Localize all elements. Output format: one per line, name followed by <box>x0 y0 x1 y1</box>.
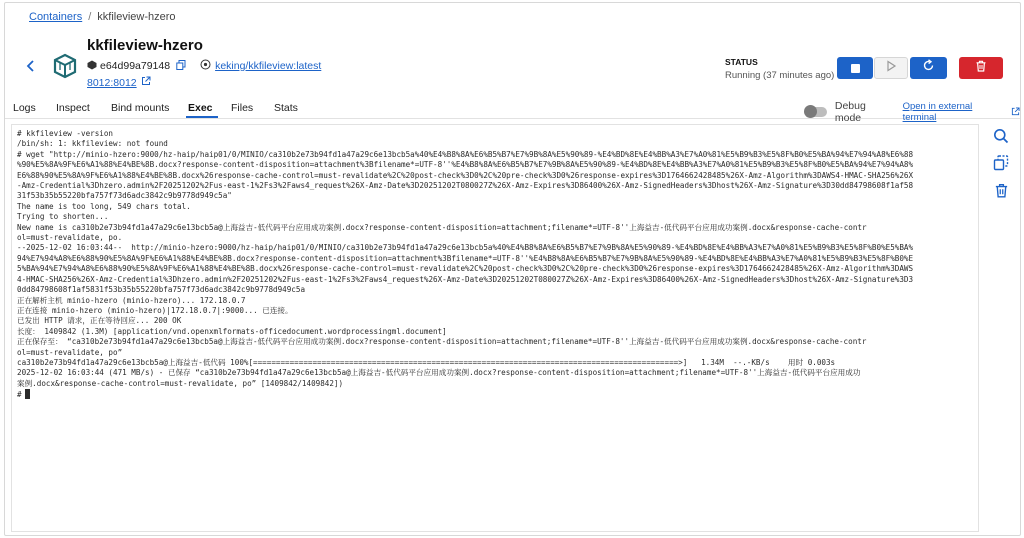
terminal-line: 0dd84798608f1af5831f53b35b55220bfa757f73d6adc3842c9b9778d949c5a <box>17 285 306 295</box>
terminal-line: # wget "http://minio-hzero:9000/hz-haip/haip01/0/MINIO/ca310b2e73b94fd1a47a29c6e13bcb5a%40%E4%B8%8A%E6%B5%B7%E7%9B%8A%E5%90%89-%E4%BD%8E%E4%BB%A3%E7%A0%81%E5%B9%B3%E5%8F%B0%E5%BA%94%E7%94%A8%E6%88 <box>17 149 914 159</box>
terminal-line: 长度： 1409842 (1.3M) [application/vnd.openxmlformats-officedocument.wordprocessingml.document] <box>17 326 447 336</box>
layers-icon <box>200 59 211 73</box>
terminal-line: 31f53b35b55220bfa757f73d6adc3842c9b9778d949c5a" <box>17 191 232 201</box>
debug-mode-toggle[interactable] <box>805 107 827 117</box>
tab-bind-mounts[interactable]: Bind mounts <box>111 102 170 114</box>
terminal-line: 94%E7%94%A8%E6%88%90%E5%8A%9F%E6%A1%88%E4%BE%8B.docx?response-content-disposition=attachment%3Bfilename*=UTF-8''%E4%B8%8A%E6%B5%B7%E7%9B%8A%E5%90%89-%E4%BD%8E%E4%BB%A3%E7%A0%81%E5%B9%B3%E5%8F%B0%E <box>17 253 914 263</box>
container-id: e64d99a79148 <box>100 60 171 72</box>
play-icon <box>885 59 897 77</box>
terminal-line: %90%E5%8A%9F%E6%A1%88%E4%BE%8B.docx?response-content-disposition=attachment%3Bfilename*=UTF-8''%E4%B8%8A%E6%B5%B7%E7%9B%8A%E5%90%89-%E4%BD%8E%E4%BB%A3%E7%A0%81%E5%B9%B3%E5%8F%B0%E5%BA%94%E7%94%A8% <box>17 160 914 170</box>
active-tab-indicator <box>186 116 218 118</box>
terminal-line: 正在连接 minio-hzero (minio-hzero)|172.18.0.7|:9000... 已连接。 <box>17 305 293 315</box>
tab-stats[interactable]: Stats <box>274 102 298 114</box>
terminal-line: 5%BA%94%E7%94%A8%E6%88%90%E5%8A%9F%E6%A1%88%E4%BE%8B.docx%26response-cache-control=must-revalidate%2C%20post-check%3D0%2C%20pre-check%3D0%26response-expires%3D1764662428485%26X-Amz-Algorithm%3DAWS <box>17 264 914 274</box>
container-meta <box>87 59 321 73</box>
external-link-icon[interactable] <box>1011 107 1020 118</box>
trash-icon <box>975 59 987 77</box>
start-button[interactable] <box>874 57 908 79</box>
terminal-tools <box>985 124 1019 532</box>
trash-icon[interactable] <box>991 180 1011 200</box>
open-external-terminal-link[interactable]: Open in external terminal <box>902 101 973 123</box>
tab-bar <box>5 95 1020 124</box>
terminal-line: Trying to shorten... <box>17 212 109 222</box>
breadcrumb <box>29 11 176 23</box>
cube-icon <box>53 53 77 79</box>
copy-icon[interactable] <box>176 60 186 73</box>
terminal-line: ol=must-revalidate, po” <box>17 347 123 357</box>
terminal-line: The name is too long, 549 chars total. <box>17 201 191 211</box>
status-label: STATUS <box>725 57 758 67</box>
copy-output-icon[interactable] <box>991 153 1011 173</box>
breadcrumb-containers-link[interactable]: Containers <box>29 11 83 23</box>
terminal-line: # kkfileview -version <box>17 129 114 138</box>
restart-icon <box>922 59 935 77</box>
terminal-line: # <box>17 389 973 400</box>
terminal-line: 正在保存至： “ca310b2e73b94fd1a47a29c6e13bcb5a@上海益吉-低代码平台应用成功案例.docx?response-content-disposition=attachment;filename*=UTF-8''上海益吉-低代码平台应用成功案例.docx&response-cache-contr <box>17 337 867 347</box>
tab-files[interactable]: Files <box>231 102 254 114</box>
terminal-cursor <box>25 389 30 399</box>
terminal-line: New name is ca310b2e73b94fd1a47a29c6e13bcb5a@上海益吉-低代码平台应用成功案例.docx?response-content-disposition=attachment;filename*=UTF-8''上海益吉-低代码平台应用成功案例.docx&response-cache-contr <box>17 222 867 232</box>
breadcrumb-current: kkfileview-hzero <box>97 11 176 23</box>
terminal-line: 已发出 HTTP 请求，正在等待回应... 200 OK <box>17 316 182 326</box>
status-value: Running (37 minutes ago) <box>725 70 835 81</box>
status-block <box>725 57 834 81</box>
terminal-line: ol=must-revalidate, po. <box>17 233 123 243</box>
restart-button[interactable] <box>910 57 947 79</box>
terminal-line: -Amz-Credential%3Dhzero.admin%2F20251202%2Fus-east-1%2Fs3%2Faws4_request%26X-Amz-Date%3D20251202T080027Z%26X-Amz-Expires%3D86400%26X-Amz-SignedHeaders%3Dhost%26X-Amz-Signature%3D30dd84798608f1af58 <box>17 181 914 191</box>
port-link[interactable]: 8012:8012 <box>87 76 137 89</box>
search-icon[interactable] <box>991 126 1011 146</box>
stop-button[interactable] <box>837 57 873 79</box>
delete-button[interactable] <box>959 57 1003 79</box>
terminal-line: ca310b2e73b94fd1a47a29c6e13bcb5a@上海益吉-低代码 100%[=============================================================================================>] 1.34M --.-KB/s 用时 0.003s <box>17 357 836 367</box>
image-link[interactable]: keking/kkfileview:latest <box>215 60 322 72</box>
tab-exec[interactable]: Exec <box>188 102 213 114</box>
stop-icon <box>851 64 860 73</box>
debug-mode <box>805 100 1020 124</box>
terminal-line: 正在解析主机 minio-hzero (minio-hzero)... 172.18.0.7 <box>17 295 246 305</box>
chevron-left-icon[interactable] <box>23 58 39 74</box>
tab-logs[interactable]: Logs <box>13 102 36 114</box>
terminal-line: 案例.docx&response-cache-control=must-revalidate, po” [1409842/1409842]) <box>17 378 344 388</box>
container-detail-page <box>4 2 1021 536</box>
external-link-icon[interactable] <box>141 76 151 89</box>
terminal-line: --2025-12-02 16:03:44-- http://minio-hzero:9000/hz-haip/haip01/0/MINIO/ca310b2e73b94fd1a47a29c6e13bcb5a%40%E4%B8%8A%E6%B5%B7%E7%9B%8A%E5%90%89-%E4%BD%8E%E4%BB%A3%E7%A0%81%E5%B9%B3%E5%8F%B0%E5%BA% <box>17 243 914 253</box>
terminal-line: 4-HMAC-SHA256%26X-Amz-Credential%3Dhzero.admin%2F20251202%2Fus-east-1%2Fs3%2Faws4_request%26X-Amz-Date%3D20251202T080027Z%26X-Amz-Expires%3D86400%26X-Amz-SignedHeaders%3Dhost%26X-Amz-Signature%3D3 <box>17 274 914 284</box>
terminal-line: E6%88%90%E5%8A%9F%E6%A1%88%E4%BE%8B.docx%26response-cache-control=must-revalidate%2C%20post-check%3D0%2C%20pre-check%3D0%26response-expires%3D1764662428485%26X-Amz-Algorithm%3DAWS4-HMAC-SHA256%26X <box>17 170 914 180</box>
terminal-output[interactable] <box>11 124 979 532</box>
breadcrumb-separator: / <box>88 11 92 23</box>
page-title: kkfileview-hzero <box>87 37 203 54</box>
tab-inspect[interactable]: Inspect <box>56 102 90 114</box>
terminal-line: /bin/sh: 1: kkfileview: not found <box>17 139 168 149</box>
debug-mode-label: Debug mode <box>834 100 866 124</box>
port-row <box>87 76 151 89</box>
terminal-line: 2025-12-02 16:03:44 (471 MB/s) - 已保存 “ca310b2e73b94fd1a47a29c6e13bcb5a@上海益吉-低代码平台应用成功案例.docx?response-content-disposition=attachment;filename*=UTF-8''上海益吉-低代码平台应用成功 <box>17 368 861 378</box>
id-icon <box>87 60 97 73</box>
